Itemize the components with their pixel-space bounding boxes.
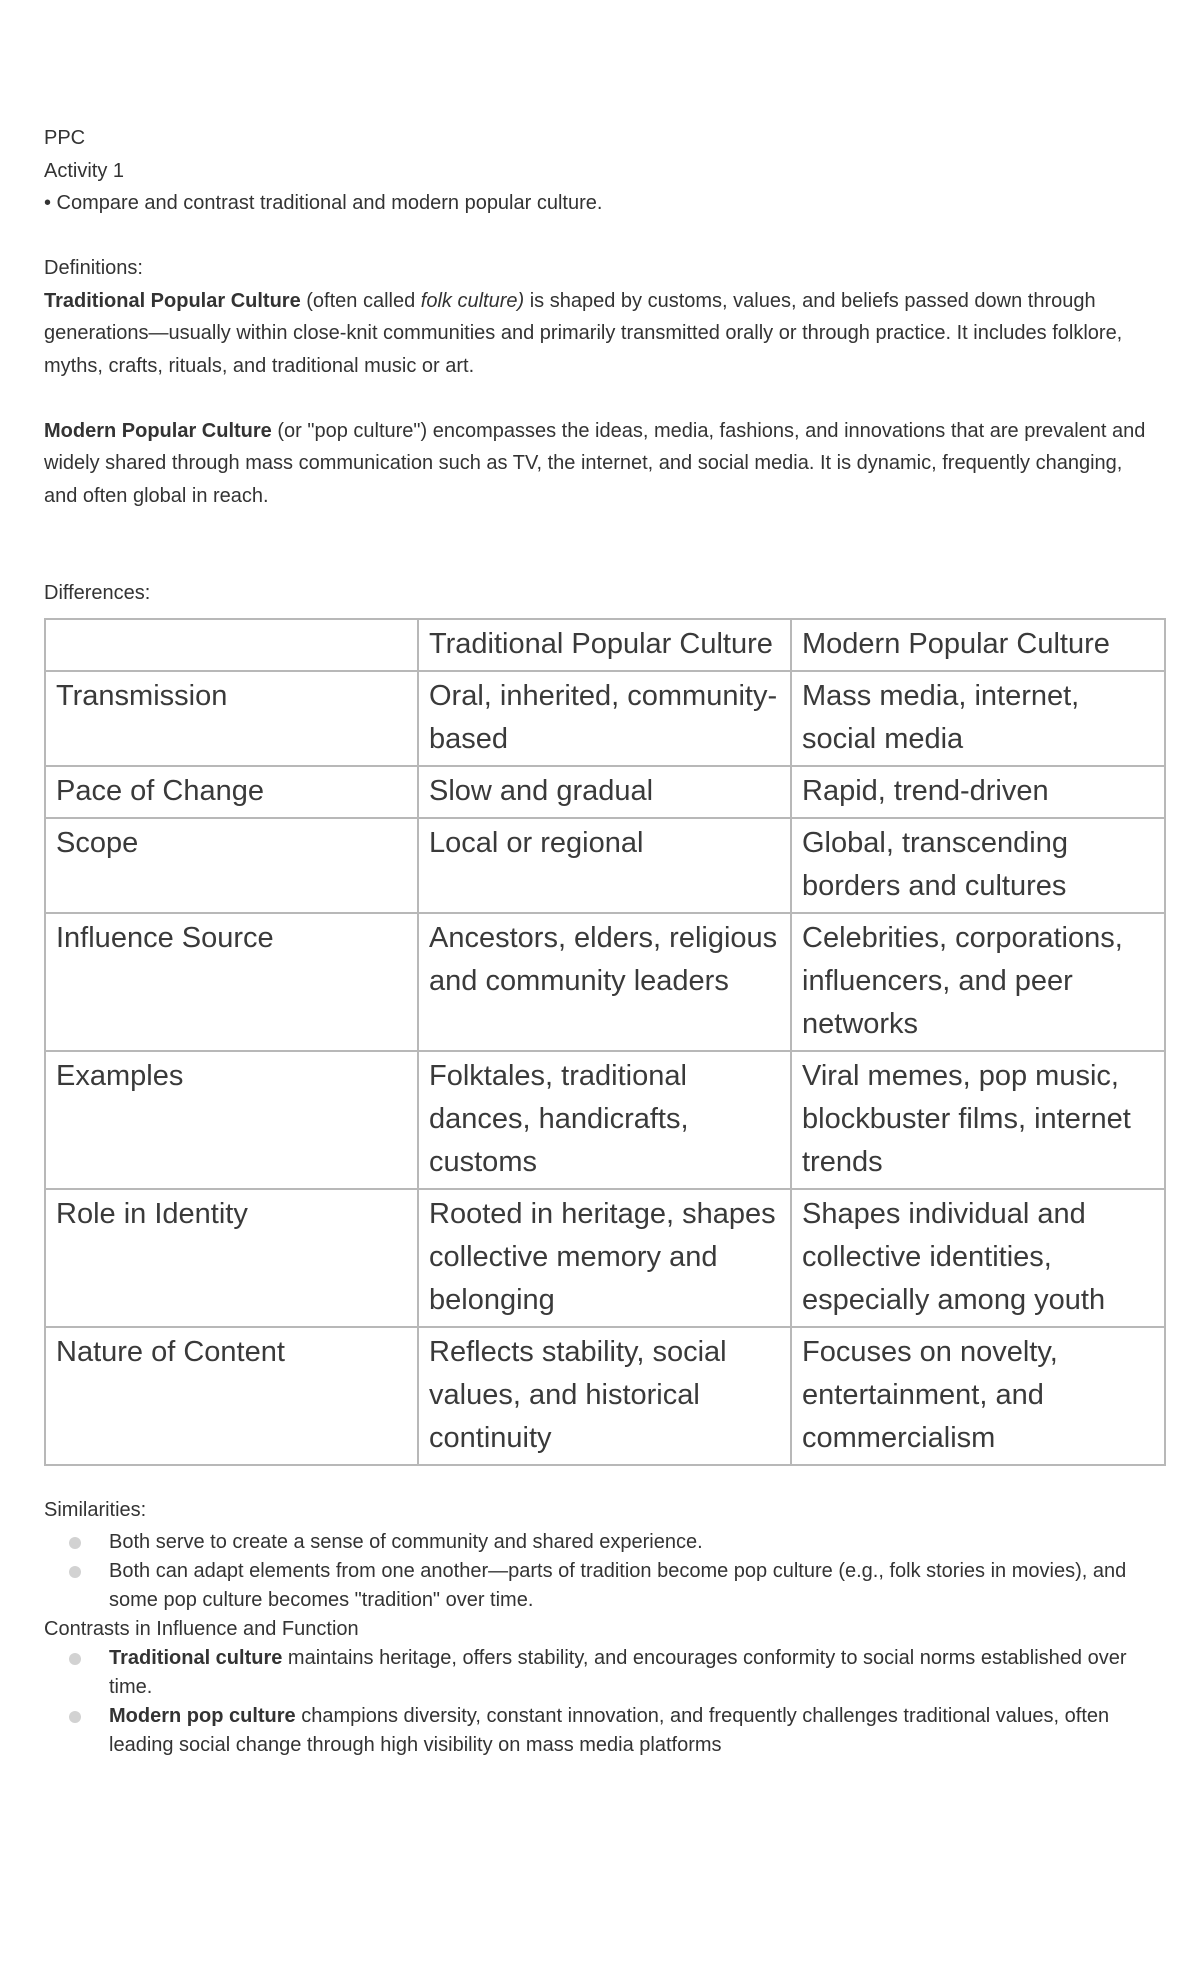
doc-title: PPC <box>44 127 86 149</box>
table-row <box>45 1051 1165 1189</box>
table-header-cell: Modern Popular Culture <box>791 619 1165 671</box>
contrasts-list <box>44 1644 1156 1760</box>
activity-task: • Compare and contrast traditional and modern popular culture. <box>44 192 603 214</box>
list-item-term: Traditional culture <box>109 1647 283 1669</box>
list-item <box>44 1557 1156 1615</box>
similarities-list <box>44 1528 1156 1615</box>
table-cell: Influence Source <box>45 913 418 1051</box>
table-cell: Slow and gradual <box>418 766 791 818</box>
modern-rest: (or "pop culture") encompasses the ideas, media, fashions, and innovations that are prevalent and widely shared through mass communication such as TV, the internet, and social media. It is dynamic, frequently changing, and often global in reach. <box>44 419 1146 507</box>
table-cell: Rooted in heritage, shapes collective memory and belonging <box>418 1189 791 1327</box>
bullet-icon <box>69 1653 81 1665</box>
table-cell: Shapes individual and collective identities, especially among youth <box>791 1189 1165 1327</box>
modern-definition <box>44 415 1156 513</box>
list-item-text: Both can adapt elements from one another—parts of tradition become pop culture (e.g., folk stories in movies), and some pop culture becomes "tradition" over time. <box>109 1560 1127 1611</box>
table-cell: Pace of Change <box>45 766 418 818</box>
table-row <box>45 1327 1165 1465</box>
list-item-term: Modern pop culture <box>109 1705 296 1727</box>
table-header-cell <box>45 619 418 671</box>
table-cell: Nature of Content <box>45 1327 418 1465</box>
table-cell: Celebrities, corporations, influencers, and peer networks <box>791 913 1165 1051</box>
list-item <box>44 1702 1156 1760</box>
table-cell: Rapid, trend-driven <box>791 766 1165 818</box>
traditional-italic: folk culture) <box>420 289 525 312</box>
table-cell: Folktales, traditional dances, handicrafts, customs <box>418 1051 791 1189</box>
table-cell: Global, transcending borders and cultures <box>791 818 1165 913</box>
list-item-text: champions diversity, constant innovation, and frequently challenges traditional values, often leading social change through high visibility on mass media platforms <box>109 1705 1110 1756</box>
list-item <box>44 1528 1156 1557</box>
traditional-rest: is shaped by customs, values, and beliefs passed down through generations—usually within close-knit communities and primarily transmitted orally or through practice. It includes folklore, myths, crafts, rituals, and traditional music or art. <box>44 289 1123 377</box>
activity-label: Activity 1 <box>44 159 125 182</box>
differences-heading: Differences: <box>44 582 151 604</box>
definitions-heading: Definitions: <box>44 257 143 279</box>
traditional-definition <box>44 285 1156 383</box>
traditional-pre-italic: (often called <box>300 289 421 312</box>
table-row <box>45 671 1165 766</box>
table-cell: Viral memes, pop music, blockbuster films, internet trends <box>791 1051 1165 1189</box>
table-cell: Transmission <box>45 671 418 766</box>
table-cell: Local or regional <box>418 818 791 913</box>
bullet-icon <box>69 1711 81 1723</box>
table-cell: Scope <box>45 818 418 913</box>
differences-table <box>44 618 1166 1466</box>
bullet-icon <box>69 1537 81 1549</box>
table-row <box>45 1189 1165 1327</box>
list-item-text: maintains heritage, offers stability, and encourages conformity to social norms established over time. <box>109 1647 1127 1698</box>
table-cell: Oral, inherited, community-based <box>418 671 791 766</box>
table-header-row <box>45 619 1165 671</box>
traditional-term: Traditional Popular Culture <box>44 289 301 312</box>
modern-term: Modern Popular Culture <box>44 419 272 442</box>
table-cell: Focuses on novelty, entertainment, and commercialism <box>791 1327 1165 1465</box>
contrasts-heading: Contrasts in Influence and Function <box>44 1618 359 1640</box>
table-row <box>45 766 1165 818</box>
similarities-heading: Similarities: <box>44 1498 147 1521</box>
table-row <box>45 913 1165 1051</box>
list-item <box>44 1644 1156 1702</box>
table-row <box>45 818 1165 913</box>
table-cell: Examples <box>45 1051 418 1189</box>
table-cell: Reflects stability, social values, and historical continuity <box>418 1327 791 1465</box>
bullet-icon <box>69 1566 81 1578</box>
list-item-text: Both serve to create a sense of community and shared experience. <box>109 1531 703 1553</box>
table-header-cell: Traditional Popular Culture <box>418 619 791 671</box>
table-cell: Ancestors, elders, religious and community leaders <box>418 913 791 1051</box>
table-cell: Role in Identity <box>45 1189 418 1327</box>
table-cell: Mass media, internet, social media <box>791 671 1165 766</box>
